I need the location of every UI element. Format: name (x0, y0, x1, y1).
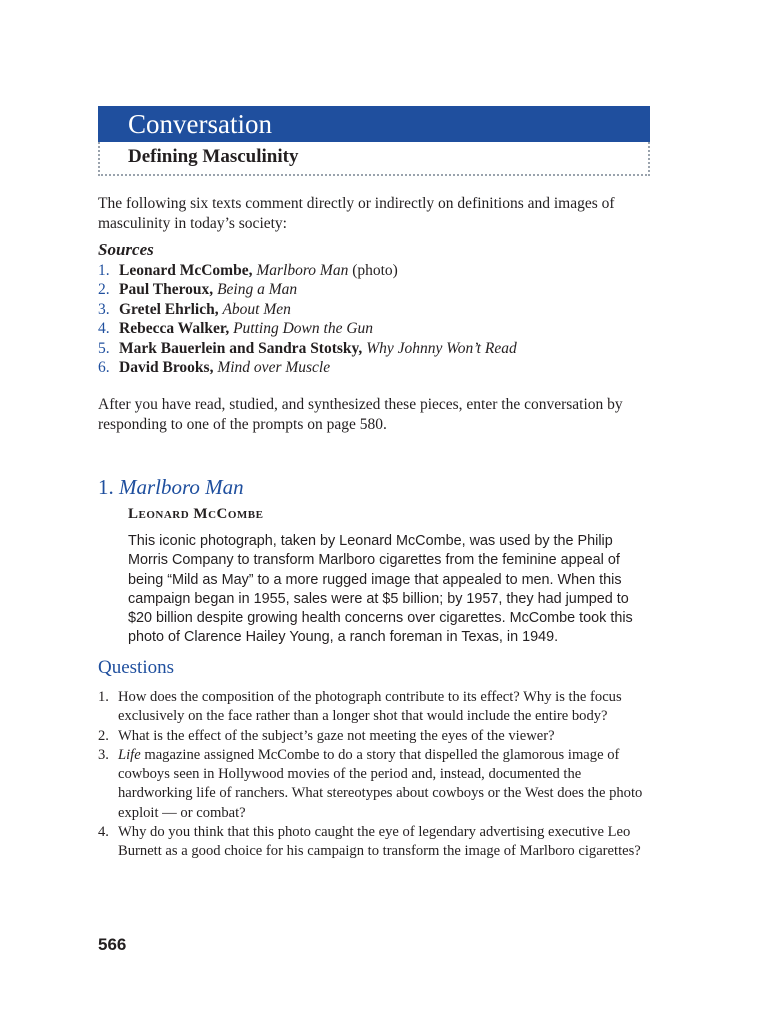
source-number: 4. (98, 320, 110, 338)
source-author: Gretel Ehrlich, (119, 300, 219, 318)
source-author: Paul Theroux, (119, 281, 214, 299)
question-number: 3. (98, 746, 109, 763)
source-author: David Brooks, (119, 359, 214, 377)
question-number: 2. (98, 727, 109, 744)
question-item (98, 746, 658, 823)
section-name: Marlboro Man (119, 475, 244, 499)
source-work: Mind over Muscle (217, 359, 331, 377)
conversation-subtitle-box (98, 142, 650, 176)
source-number: 3. (98, 300, 110, 318)
source-number: 1. (98, 262, 110, 279)
source-author: Rebecca Walker, (119, 320, 230, 338)
question-number: 4. (98, 824, 109, 841)
source-number: 2. (98, 281, 110, 299)
question-text: Why do you think that this photo caught the eye of legendary advertising executive Leo Burnett as a good choice for his campaign to transform the image of Marlboro cigarettes? (118, 824, 641, 860)
conversation-title: Conversation (128, 109, 272, 139)
sources-list (98, 261, 517, 377)
source-note: (photo) (348, 262, 398, 279)
question-item (98, 727, 658, 746)
questions-list (98, 688, 658, 862)
intro-paragraph: The following six texts comment directly or indirectly on definitions and images of masculinity in today’s society: (98, 195, 615, 232)
after-paragraph: After you have read, studied, and synthesized these pieces, enter the conversation by responding to one of the prompts on page 580. (98, 396, 623, 433)
source-number: 6. (98, 359, 110, 377)
question-number: 1. (98, 689, 109, 705)
source-number: 5. (98, 339, 110, 357)
section-title (98, 474, 244, 500)
conversation-banner (98, 106, 650, 142)
question-text: What is the effect of the subject’s gaze not meeting the eyes of the viewer? (118, 727, 555, 744)
source-item (98, 300, 517, 319)
questions-heading: Questions (98, 657, 174, 678)
source-author: Leonard McCombe, (119, 262, 253, 279)
source-author: Mark Bauerlein and Sandra Stotsky, (119, 339, 363, 357)
conversation-subtitle: Defining Masculinity (128, 146, 299, 167)
source-item (98, 339, 517, 358)
sources-heading: Sources (98, 240, 154, 259)
question-text: How does the composition of the photograph contribute to its effect? Why is the focus exclusively on the face rather than a longer shot that would include the entire body? (118, 689, 622, 725)
source-item (98, 358, 517, 377)
source-work: Why Johnny Won’t Read (366, 339, 517, 357)
source-work: Marlboro Man (256, 262, 349, 279)
page-number: 566 (98, 935, 127, 954)
question-text: magazine assigned McCombe to do a story that dispelled the glamorous image of cowboys seen in Hollywood movies of the period and, instead, documented the hardworking life of ranchers. What stereotypes about cowboys or the West does the photo exploit — or combat? (118, 746, 643, 821)
question-lead-italic: Life (118, 746, 141, 763)
section-number: 1. (98, 475, 114, 499)
question-item (98, 688, 658, 727)
source-item (98, 261, 517, 280)
source-item (98, 319, 517, 338)
source-item (98, 280, 517, 299)
question-item (98, 823, 658, 862)
section-description: This iconic photograph, taken by Leonard McCombe, was used by the Philip Morris Company to transform Marlboro cigarettes from the feminine appeal of being “Mild as May” to a more rugged image that appealed to men. When this campaign began in 1955, sales were at $5 billion; by 1957, they had jumped to $20 billion despite growing health concerns over cigarettes. McCombe took this photo of Clarence Hailey Young, a ranch foreman in Texas, in 1949. (128, 533, 633, 646)
source-work: Being a Man (217, 281, 298, 299)
section-byline: Leonard McCombe (128, 506, 264, 522)
source-work: Putting Down the Gun (233, 320, 374, 338)
source-work: About Men (222, 300, 291, 318)
